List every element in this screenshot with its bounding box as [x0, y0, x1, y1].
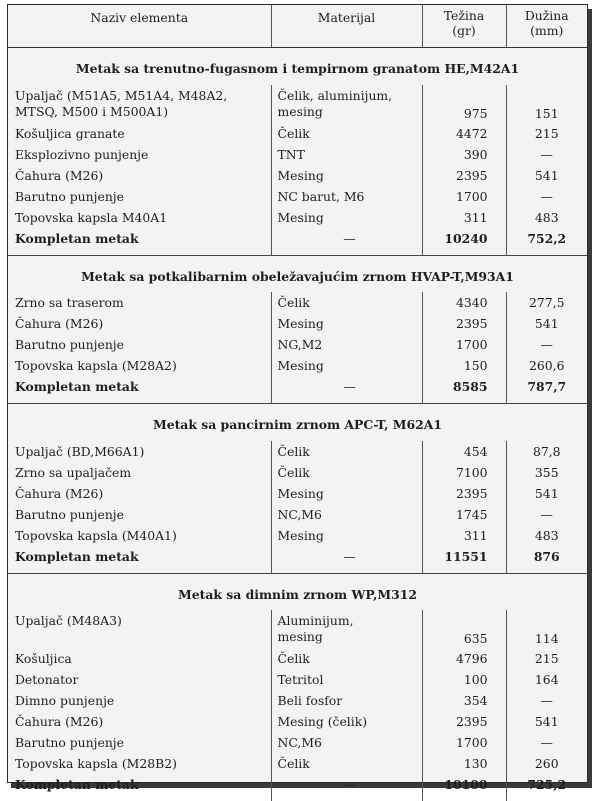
section-spacer	[8, 795, 587, 801]
table-row	[8, 483, 587, 504]
spacer-cell	[8, 795, 271, 801]
total-length: 876	[506, 546, 587, 567]
total-weight: 8585	[422, 376, 506, 397]
element-length: 355	[506, 462, 587, 483]
total-material: —	[271, 228, 422, 249]
element-material: NG,M2	[271, 334, 422, 355]
total-weight: 10100	[422, 774, 506, 795]
element-weight: 2395	[422, 711, 506, 732]
total-length: 752,2	[506, 228, 587, 249]
element-name: Čahura (M26)	[8, 165, 271, 186]
element-weight: 454	[422, 441, 506, 462]
table-body	[8, 48, 587, 801]
element-length: 215	[506, 123, 587, 144]
total-name: Kompletan metak	[8, 546, 271, 567]
total-weight: 11551	[422, 546, 506, 567]
header-name: Naziv elementa	[8, 5, 271, 48]
section-header-row	[8, 255, 587, 292]
element-weight: 7100	[422, 462, 506, 483]
table-row	[8, 123, 587, 144]
table-row	[8, 648, 587, 669]
element-weight: 130	[422, 753, 506, 774]
element-name: Topovska kapsla M40A1	[8, 207, 271, 228]
ammunition-table	[8, 5, 587, 801]
table-row	[8, 313, 587, 334]
table-row	[8, 292, 587, 313]
table-row	[8, 462, 587, 483]
section-header-row	[8, 48, 587, 85]
element-name: Košuljica	[8, 648, 271, 669]
total-row	[8, 228, 587, 249]
table-row	[8, 441, 587, 462]
total-row	[8, 546, 587, 567]
table-row	[8, 669, 587, 690]
element-weight: 354	[422, 690, 506, 711]
element-length: —	[506, 144, 587, 165]
element-name: Barutno punjenje	[8, 186, 271, 207]
table-row	[8, 711, 587, 732]
element-length: 277,5	[506, 292, 587, 313]
element-name: Upaljač (BD,M66A1)	[8, 441, 271, 462]
element-weight: 311	[422, 207, 506, 228]
element-name: Dimno punjenje	[8, 690, 271, 711]
element-length: —	[506, 690, 587, 711]
element-weight: 4340	[422, 292, 506, 313]
element-material: NC,M6	[271, 504, 422, 525]
element-material: Mesing	[271, 355, 422, 376]
element-material: Čelik	[271, 462, 422, 483]
element-material: NC,M6	[271, 732, 422, 753]
element-weight: 311	[422, 525, 506, 546]
element-material: NC barut, M6	[271, 186, 422, 207]
element-material: Tetritol	[271, 669, 422, 690]
total-weight: 10240	[422, 228, 506, 249]
element-material: Mesing	[271, 165, 422, 186]
element-length: 541	[506, 711, 587, 732]
element-material: Čelik	[271, 441, 422, 462]
element-weight: 4472	[422, 123, 506, 144]
element-length: 114	[506, 610, 587, 648]
element-material: Čelik, aluminijum, mesing	[271, 85, 422, 123]
table-row	[8, 732, 587, 753]
element-material: Čelik	[271, 292, 422, 313]
element-name: Barutno punjenje	[8, 504, 271, 525]
element-weight: 1700	[422, 186, 506, 207]
element-name: Barutno punjenje	[8, 334, 271, 355]
table-row	[8, 334, 587, 355]
element-length: 260	[506, 753, 587, 774]
spacer-cell	[422, 795, 506, 801]
document-page	[7, 4, 588, 783]
element-name: Upaljač (M48A3)	[8, 610, 271, 648]
total-material: —	[271, 774, 422, 795]
element-length: 541	[506, 483, 587, 504]
header-weight: Težina (gr)	[422, 5, 506, 48]
total-length: 787,7	[506, 376, 587, 397]
element-material: Mesing	[271, 483, 422, 504]
element-name: Topovska kapsla (M28A2)	[8, 355, 271, 376]
element-length: —	[506, 334, 587, 355]
section-title: Metak sa trenutno-fugasnom i tempirnom granatom HE,M42A1	[8, 48, 587, 85]
element-weight: 2395	[422, 483, 506, 504]
total-row	[8, 774, 587, 795]
table-row	[8, 165, 587, 186]
element-weight: 635	[422, 610, 506, 648]
element-weight: 2395	[422, 165, 506, 186]
element-length: 541	[506, 313, 587, 334]
element-material: Mesing	[271, 207, 422, 228]
element-length: 151	[506, 85, 587, 123]
element-name: Barutno punjenje	[8, 732, 271, 753]
element-material: Mesing	[271, 313, 422, 334]
spacer-cell	[506, 795, 587, 801]
header-row	[8, 5, 587, 48]
element-name: Upaljač (M51A5, M51A4, M48A2, MTSQ, M500 i M500A1)	[8, 85, 271, 123]
element-name: Eksplozivno punjenje	[8, 144, 271, 165]
table-row	[8, 144, 587, 165]
spacer-cell	[271, 795, 422, 801]
element-length: 260,6	[506, 355, 587, 376]
element-weight: 100	[422, 669, 506, 690]
element-weight: 1700	[422, 334, 506, 355]
table-row	[8, 753, 587, 774]
element-name: Topovska kapsla (M28B2)	[8, 753, 271, 774]
element-name: Detonator	[8, 669, 271, 690]
section-header-row	[8, 404, 587, 441]
section-title: Metak sa potkalibarnim obeležavajućim zrnom HVAP-T,M93A1	[8, 255, 587, 292]
header-material: Materijal	[271, 5, 422, 48]
table-row	[8, 186, 587, 207]
element-name: Zrno sa upaljačem	[8, 462, 271, 483]
element-name: Košuljica granate	[8, 123, 271, 144]
element-weight: 975	[422, 85, 506, 123]
element-weight: 4796	[422, 648, 506, 669]
total-name: Kompletan metak	[8, 774, 271, 795]
element-length: —	[506, 732, 587, 753]
element-material: Čelik	[271, 753, 422, 774]
element-name: Čahura (M26)	[8, 483, 271, 504]
element-material: Čelik	[271, 123, 422, 144]
element-name: Topovska kapsla (M40A1)	[8, 525, 271, 546]
table-row	[8, 355, 587, 376]
element-material: Mesing	[271, 525, 422, 546]
element-length: 541	[506, 165, 587, 186]
total-material: —	[271, 376, 422, 397]
element-length: 164	[506, 669, 587, 690]
total-length: 725,2	[506, 774, 587, 795]
total-row	[8, 376, 587, 397]
element-weight: 1700	[422, 732, 506, 753]
table-row	[8, 690, 587, 711]
table-row	[8, 504, 587, 525]
element-weight: 2395	[422, 313, 506, 334]
element-length: 87,8	[506, 441, 587, 462]
element-name: Čahura (M26)	[8, 313, 271, 334]
total-material: —	[271, 546, 422, 567]
element-length: 483	[506, 525, 587, 546]
table-row	[8, 207, 587, 228]
section-header-row	[8, 573, 587, 610]
element-name: Zrno sa traserom	[8, 292, 271, 313]
section-title: Metak sa dimnim zrnom WP,M312	[8, 573, 587, 610]
total-name: Kompletan metak	[8, 376, 271, 397]
element-weight: 1745	[422, 504, 506, 525]
element-length: —	[506, 504, 587, 525]
element-material: Čelik	[271, 648, 422, 669]
section-title: Metak sa pancirnim zrnom APC-T, M62A1	[8, 404, 587, 441]
element-length: 483	[506, 207, 587, 228]
element-length: 215	[506, 648, 587, 669]
element-name: Čahura (M26)	[8, 711, 271, 732]
element-material: Mesing (čelik)	[271, 711, 422, 732]
total-name: Kompletan metak	[8, 228, 271, 249]
element-length: —	[506, 186, 587, 207]
header-length: Dužina (mm)	[506, 5, 587, 48]
table-row	[8, 525, 587, 546]
table-row	[8, 610, 587, 648]
element-material: Aluminijum, mesing	[271, 610, 422, 648]
element-weight: 150	[422, 355, 506, 376]
element-material: Beli fosfor	[271, 690, 422, 711]
element-material: TNT	[271, 144, 422, 165]
element-weight: 390	[422, 144, 506, 165]
table-row	[8, 85, 587, 123]
